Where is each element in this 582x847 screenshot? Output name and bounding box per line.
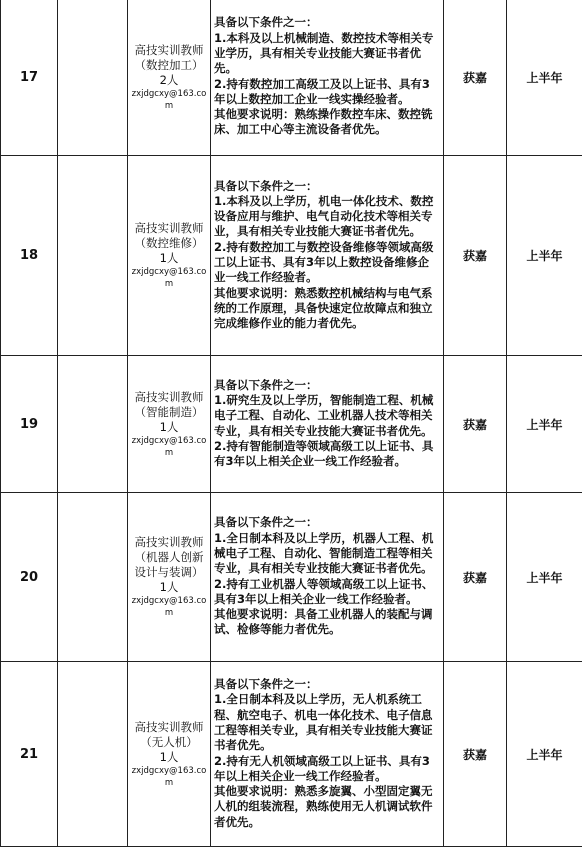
requirement-line: 其他要求说明：熟悉数控机械结构与电气系统的工作原理，具备快速定位故障点和独立完成维修作业的能力者优先。 <box>214 285 433 331</box>
requirements-cell <box>211 493 444 662</box>
empty-cell <box>58 0 128 156</box>
requirement-line: 其他要求说明：熟悉多旋翼、小型固定翼无人机的组装流程，熟练使用无人机调试软件者优先。 <box>214 784 433 829</box>
table-row <box>1 0 582 156</box>
contact-email: zxjdgcxy@163.com <box>131 267 207 289</box>
empty-cell <box>58 493 128 662</box>
position-cell <box>128 493 211 662</box>
contact-email: zxjdgcxy@163.com <box>131 88 207 111</box>
contact-email: zxjdgcxy@163.com <box>131 596 207 618</box>
empty-cell <box>58 156 128 356</box>
requirement-line: 1.全日制本科及以上学历，机器人工程、机械电子工程、自动化、智能制造工程等相关专业，具有相关专业技能大赛证书者优先。 <box>214 530 434 576</box>
table-row <box>1 156 582 356</box>
requirement-line: 2.持有无人机领域高级工以上证书、具有3年以上相关企业一线工作经验者。 <box>214 753 430 783</box>
requirement-line: 其他要求说明：具备工业机器人的装配与调试、检修等能力者优先。 <box>214 607 433 637</box>
requirement-line: 具备以下条件之一： <box>214 677 318 692</box>
position-count: 1人 <box>159 251 179 265</box>
requirements-cell <box>211 0 444 156</box>
period-cell: 上半年 <box>507 356 582 493</box>
period-cell: 上半年 <box>507 662 582 847</box>
row-number: 21 <box>1 662 58 847</box>
requirements-cell <box>211 356 444 493</box>
period-cell: 上半年 <box>507 0 582 156</box>
empty-cell <box>58 356 128 493</box>
requirements-cell <box>211 662 444 847</box>
position-count: 2人 <box>159 72 179 87</box>
period-cell: 上半年 <box>507 156 582 356</box>
position-title: 高技实训教师（数控维修） <box>134 221 204 250</box>
department-cell: 获嘉 <box>444 156 507 356</box>
requirement-line: 具备以下条件之一： <box>214 515 318 530</box>
position-title: 高技实训教师（数控加工） <box>134 42 204 72</box>
requirement-line: 其他要求说明：熟练操作数控车床、数控铣床、加工中心等主流设备者优先。 <box>214 107 433 137</box>
department-cell: 获嘉 <box>444 0 507 156</box>
table-row <box>1 662 582 847</box>
row-number: 18 <box>1 156 58 356</box>
position-title: 高技实训教师（智能制造） <box>134 389 204 419</box>
table-row <box>1 356 582 493</box>
table-row <box>1 493 582 662</box>
position-cell <box>128 662 211 847</box>
row-number: 19 <box>1 356 58 493</box>
requirement-line: 1.全日制本科及以上学历，无人机系统工程、航空电子、机电一体化技术、电子信息工程等相关专业，具有相关专业技能大赛证书者优先。 <box>214 692 433 753</box>
requirement-line: 1.本科及以上机械制造、数控技术等相关专业学历，具有相关专业技能大赛证书者优先。 <box>214 30 434 76</box>
requirement-line: 具备以下条件之一： <box>214 178 318 193</box>
requirement-line: 2.持有数控加工与数控设备维修等领域高级工以上证书、具有3年以上数控设备维修企业一线工作经验者。 <box>214 239 434 285</box>
row-number: 17 <box>1 0 58 156</box>
requirement-line: 1.本科及以上学历，机电一体化技术、数控设备应用与维护、电气自动化技术等相关专业，具有相关专业技能大赛证书者优先。 <box>214 193 434 239</box>
position-cell <box>128 156 211 356</box>
position-title: 高技实训教师（机器人创新设计与装调） <box>134 535 204 579</box>
requirement-line: 2.持有工业机器人等领域高级工以上证书、具有3年以上相关企业一线工作经验者。 <box>214 576 434 606</box>
contact-email: zxjdgcxy@163.com <box>131 765 207 788</box>
position-cell <box>128 0 211 156</box>
position-count: 1人 <box>159 749 179 764</box>
department-cell: 获嘉 <box>444 493 507 662</box>
position-count: 1人 <box>159 419 179 434</box>
position-cell <box>128 356 211 493</box>
requirement-line: 1.研究生及以上学历，智能制造工程、机械电子工程、自动化、工业机器人技术等相关专业，具有相关专业技能大赛证书者优先。 <box>214 392 434 438</box>
department-cell: 获嘉 <box>444 662 507 847</box>
empty-cell <box>58 662 128 847</box>
requirement-line: 2.持有智能制造等领域高级工以上证书、具有3年以上相关企业一线工作经验者。 <box>214 438 434 469</box>
requirement-line: 具备以下条件之一： <box>214 377 318 392</box>
row-number: 20 <box>1 493 58 662</box>
position-count: 1人 <box>159 580 179 594</box>
requirement-line: 2.持有数控加工高级工及以上证书、具有3年以上数控加工企业一线实操经验者。 <box>214 76 430 106</box>
contact-email: zxjdgcxy@163.com <box>131 435 207 458</box>
requirements-cell <box>211 156 444 356</box>
department-cell: 获嘉 <box>444 356 507 493</box>
position-title: 高技实训教师（无人机） <box>134 719 204 749</box>
requirement-line: 具备以下条件之一： <box>214 15 318 30</box>
period-cell: 上半年 <box>507 493 582 662</box>
